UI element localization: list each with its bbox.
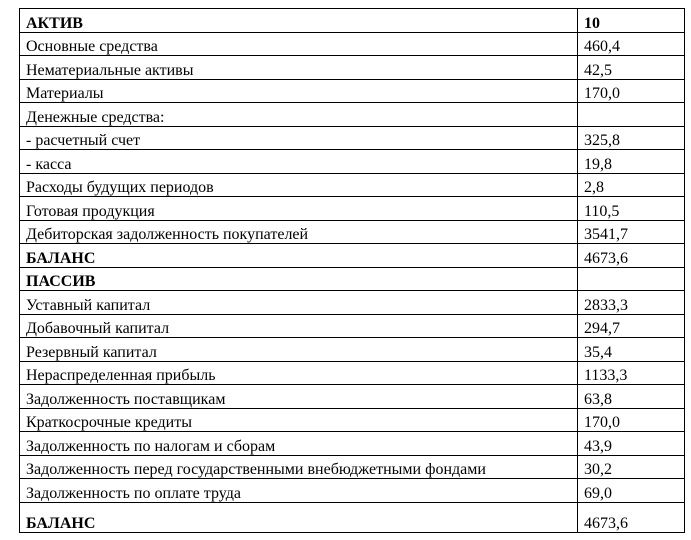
table-row	[20, 385, 685, 409]
row-label: Задолженность по оплате труда	[20, 479, 578, 503]
table-row	[20, 408, 685, 432]
row-value: 30,2	[578, 455, 685, 479]
row-label: - расчетный счет	[20, 126, 578, 150]
period-header: 10	[578, 9, 685, 33]
table-row	[20, 361, 685, 385]
table-row	[20, 32, 685, 56]
table-row	[20, 56, 685, 80]
section-title-liabilities: ПАССИВ	[20, 267, 578, 291]
row-value	[578, 103, 685, 127]
table-row	[20, 432, 685, 456]
table-row	[20, 479, 685, 503]
table-row	[20, 314, 685, 338]
row-value: 460,4	[578, 32, 685, 56]
row-value: 69,0	[578, 479, 685, 503]
row-label: Денежные средства:	[20, 103, 578, 127]
row-label: Краткосрочные кредиты	[20, 408, 578, 432]
balance-label: БАЛАНС	[20, 502, 578, 532]
row-label: Задолженность поставщикам	[20, 385, 578, 409]
table-row	[20, 126, 685, 150]
row-value: 35,4	[578, 338, 685, 362]
row-value: 19,8	[578, 150, 685, 174]
row-label: Нематериальные активы	[20, 56, 578, 80]
row-value: 43,9	[578, 432, 685, 456]
row-label: Задолженность перед государственными внебюджетными фондами	[20, 455, 578, 479]
row-label: Уставный капитал	[20, 291, 578, 315]
row-value: 3541,7	[578, 220, 685, 244]
section-title-assets: АКТИВ	[20, 9, 578, 33]
row-label: Готовая продукция	[20, 197, 578, 221]
table-row	[20, 103, 685, 127]
asset-balance-row	[20, 244, 685, 268]
row-label: Резервный капитал	[20, 338, 578, 362]
row-value: 42,5	[578, 56, 685, 80]
row-value: 110,5	[578, 197, 685, 221]
row-value: 294,7	[578, 314, 685, 338]
row-label: Расходы будущих периодов	[20, 173, 578, 197]
row-value: 2833,3	[578, 291, 685, 315]
table-row	[20, 173, 685, 197]
row-value: 2,8	[578, 173, 685, 197]
row-label: Нераспределенная прибыль	[20, 361, 578, 385]
balance-value: 4673,6	[578, 244, 685, 268]
row-label: Задолженность по налогам и сборам	[20, 432, 578, 456]
row-value: 170,0	[578, 79, 685, 103]
balance-value: 4673,6	[578, 502, 685, 532]
row-value: 63,8	[578, 385, 685, 409]
row-label: Добавочный капитал	[20, 314, 578, 338]
table-row	[20, 197, 685, 221]
table-row	[20, 79, 685, 103]
liabilities-header-row	[20, 267, 685, 291]
row-label: Основные средства	[20, 32, 578, 56]
row-label: Материалы	[20, 79, 578, 103]
table-row	[20, 455, 685, 479]
table-row	[20, 338, 685, 362]
empty-cell	[578, 267, 685, 291]
liability-balance-row	[20, 502, 685, 532]
balance-label: БАЛАНС	[20, 244, 578, 268]
table-row	[20, 150, 685, 174]
row-value: 170,0	[578, 408, 685, 432]
row-label: - касса	[20, 150, 578, 174]
row-label: Дебиторская задолженность покупателей	[20, 220, 578, 244]
assets-header-row	[20, 9, 685, 33]
table-row	[20, 220, 685, 244]
balance-sheet-table	[19, 8, 685, 533]
row-value: 325,8	[578, 126, 685, 150]
row-value: 1133,3	[578, 361, 685, 385]
table-row	[20, 291, 685, 315]
